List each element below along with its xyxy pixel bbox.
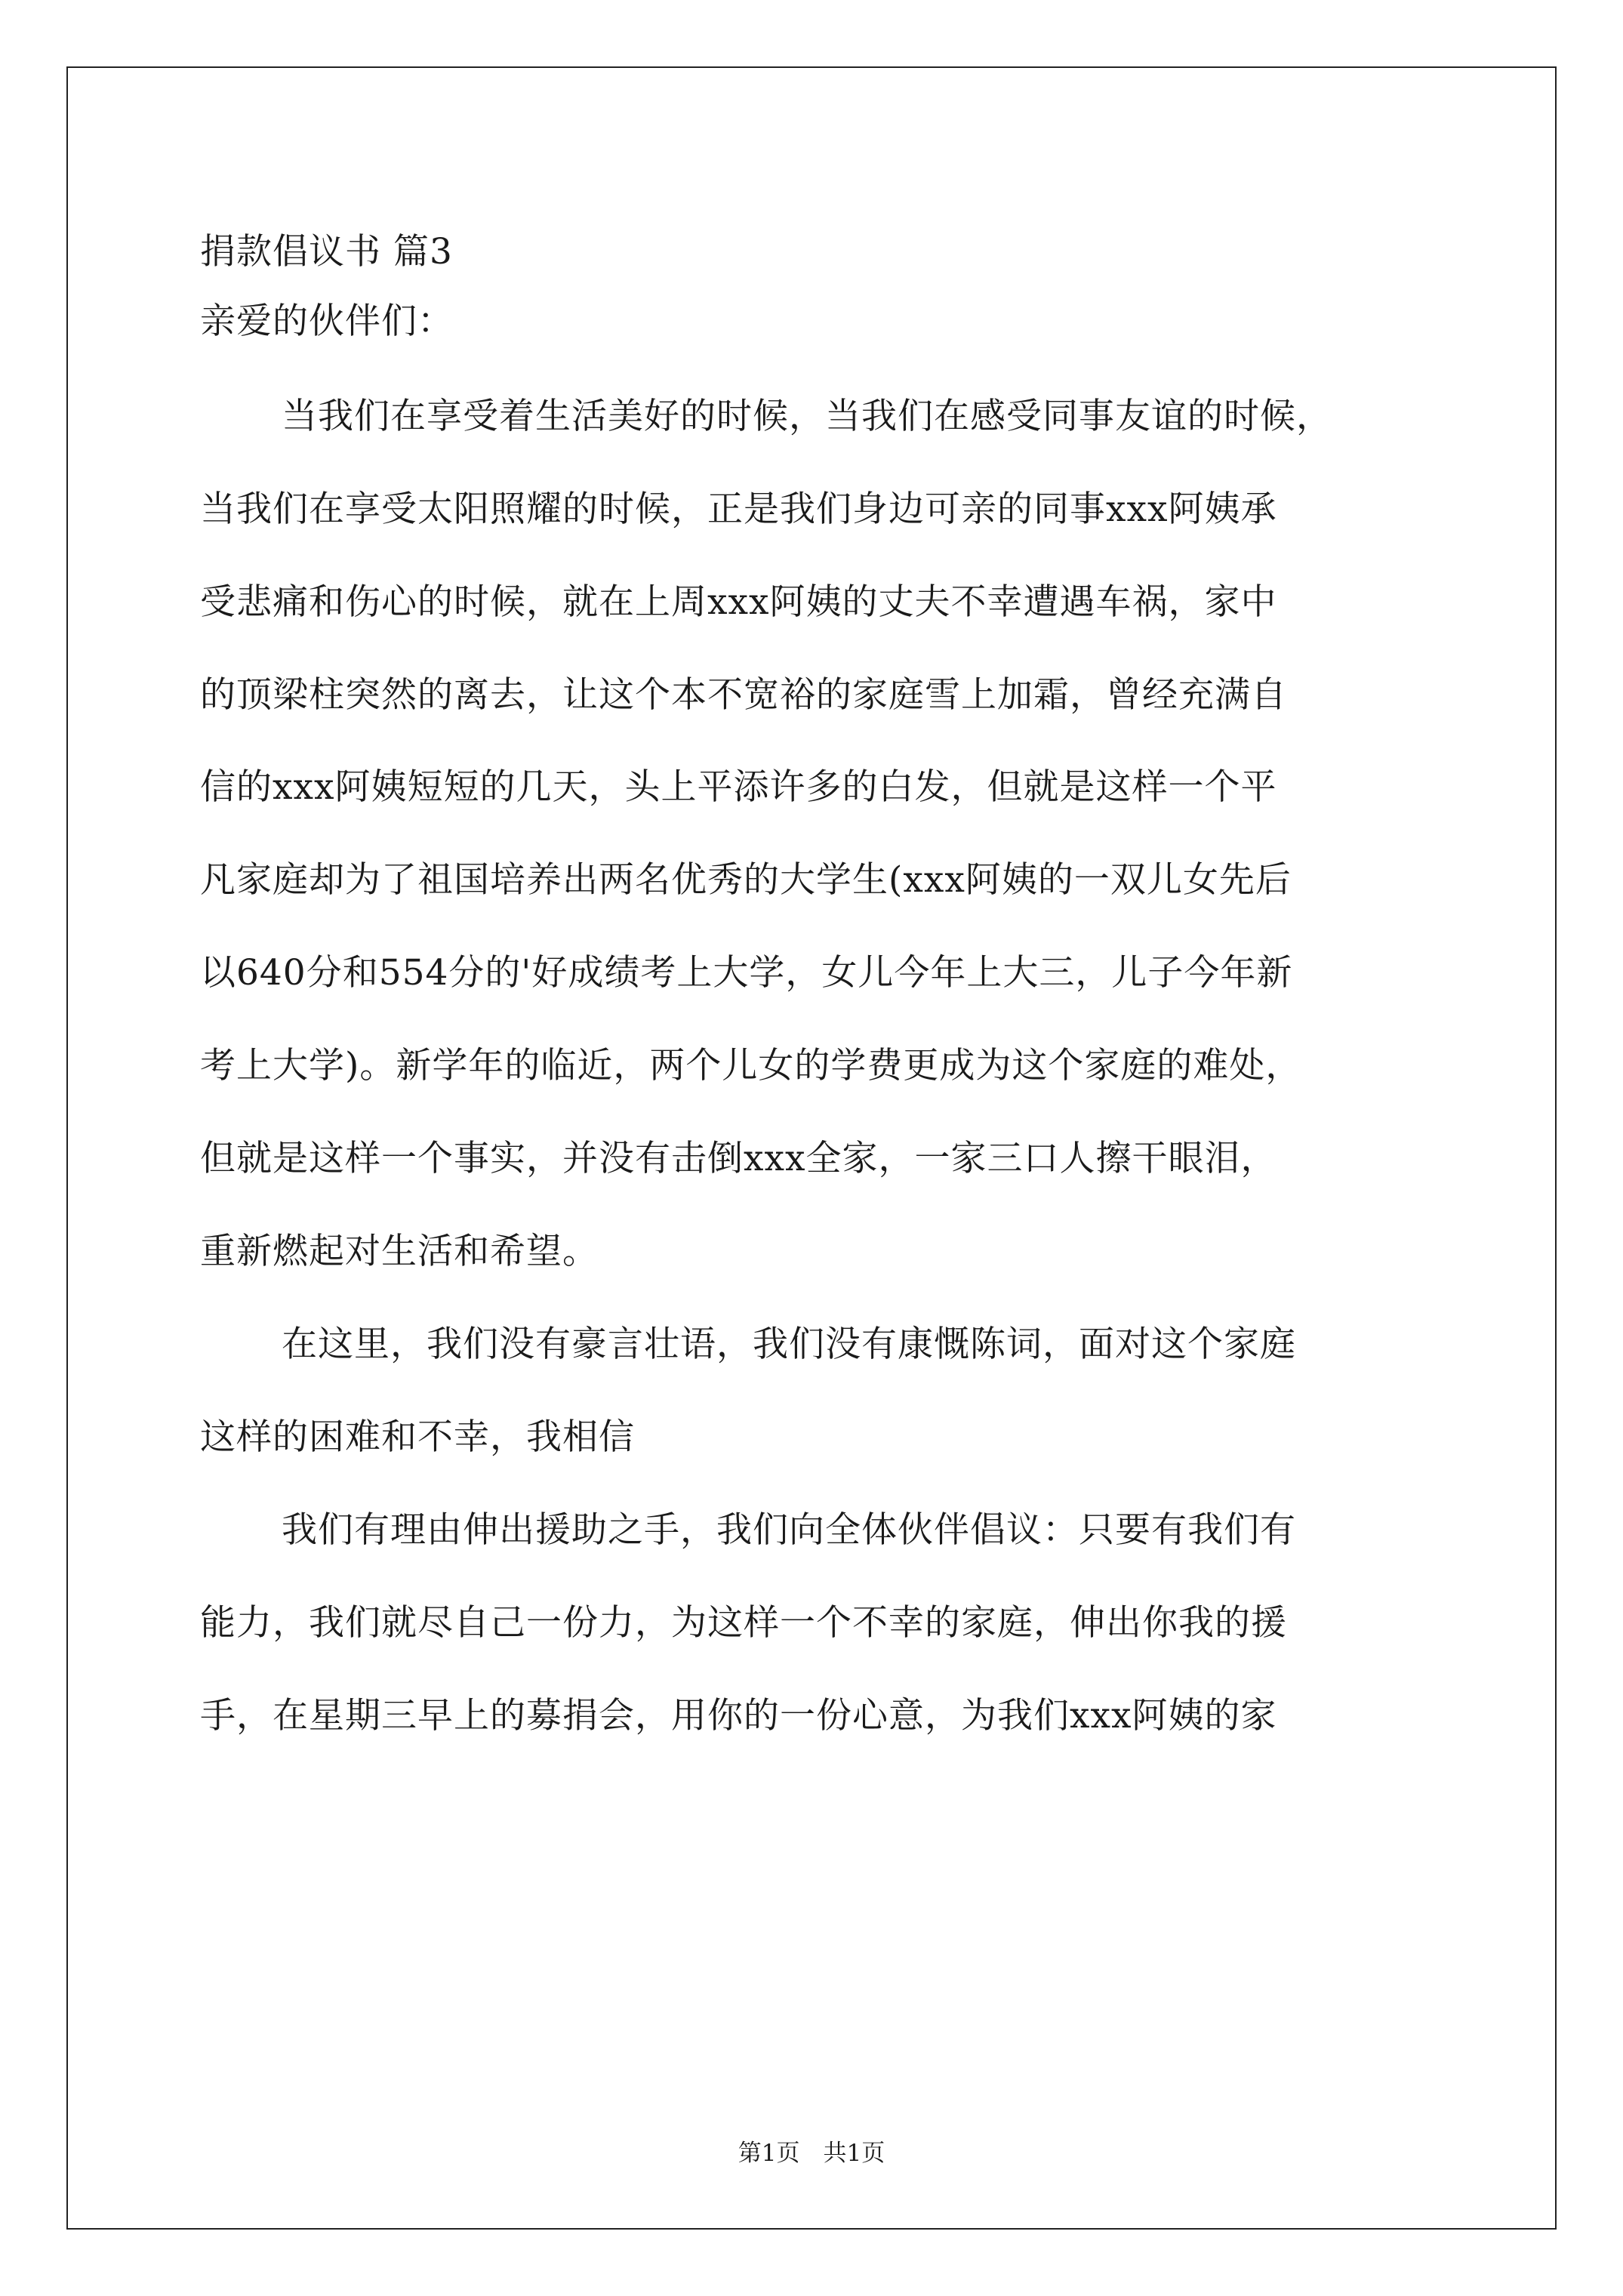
body-line: 当我们在享受太阳照耀的时候，正是我们身边可亲的同事xxx阿姨承 [200,488,1277,530]
body-line: 凡家庭却为了祖国培养出两名优秀的大学生(xxx阿姨的一双儿女先后 [200,859,1292,901]
document-title: 捐款倡议书 篇3 [200,231,453,273]
salutation: 亲爱的伙伴们： [200,300,454,342]
body-line: 的顶梁柱突然的离去，让这个本不宽裕的家庭雪上加霜，曾经充满自 [200,674,1287,716]
body-line: 在这里，我们没有豪言壮语，我们没有康慨陈词，面对这个家庭 [282,1324,1296,1365]
body-line: 这样的困难和不幸，我相信 [200,1416,635,1458]
body-line: 但就是这样一个事实，并没有击倒xxx全家，一家三口人擦干眼泪， [200,1138,1277,1179]
body-line: 我们有理由伸出援助之手，我们向全体伙伴倡议：只要有我们有 [282,1509,1296,1551]
body-line: 考上大学)。新学年的临近，两个儿女的学费更成为这个家庭的难处， [200,1045,1302,1086]
body-line: 重新燃起对生活和希望。 [200,1231,599,1272]
body-line: 能力，我们就尽自己一份力，为这样一个不幸的家庭，伸出你我的援 [200,1602,1287,1644]
body-line: 信的xxx阿姨短短的几天，头上平添许多的白发，但就是这样一个平 [200,766,1277,808]
page-footer: 第1页 共1页 [738,2140,885,2167]
body-line: 以640分和554分的'好成绩考上大学，女儿今年上大三，儿子今年新 [200,952,1293,994]
body-line: 手，在星期三早上的募捐会，用你的一份心意，为我们xxx阿姨的家 [200,1695,1277,1737]
body-line: 受悲痛和伤心的时候，就在上周xxx阿姨的丈夫不幸遭遇车祸，家中 [200,581,1277,623]
body-line: 当我们在享受着生活美好的时候，当我们在感受同事友谊的时候， [282,396,1332,437]
